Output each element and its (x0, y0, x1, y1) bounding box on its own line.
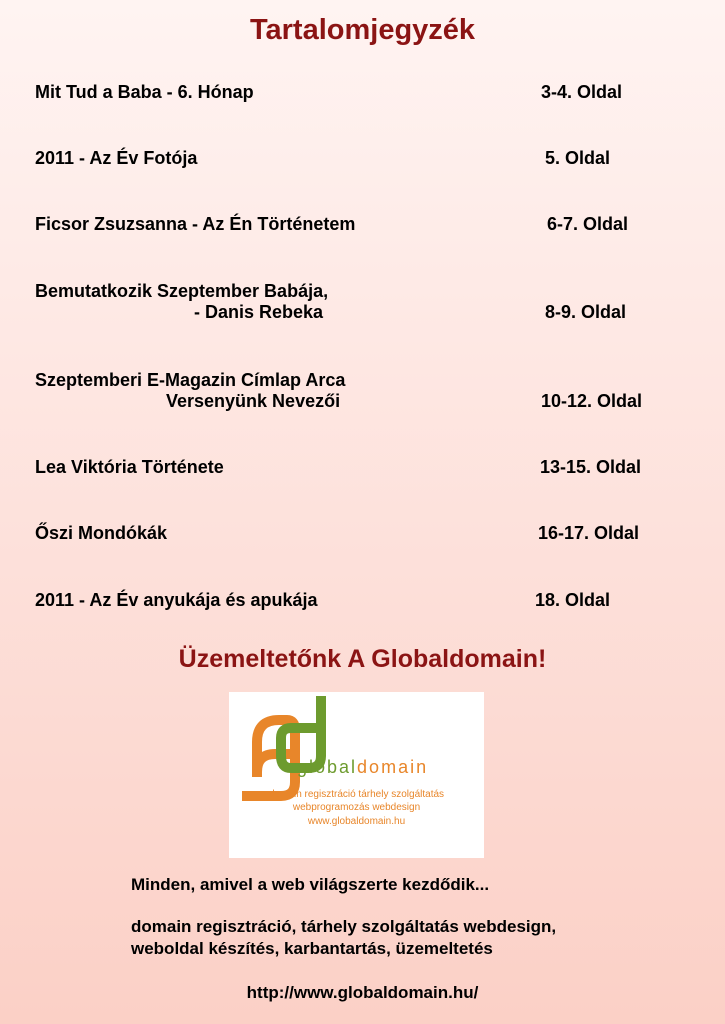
toc-item-title: 2011 - Az Év anyukája és apukája (35, 590, 318, 610)
toc-item-title: Lea Viktória Története (35, 457, 224, 477)
toc-item-page: 13-15. Oldal (540, 457, 642, 477)
toc-item-title: Bemutatkozik Szeptember Babája, (35, 281, 329, 301)
promo-tagline: Minden, amivel a web világszerte kezdődik... (131, 875, 490, 894)
toc-item-title: Szeptemberi E-Magazin Címlap Arca (35, 370, 346, 390)
toc-item-page: 16-17. Oldal (538, 523, 640, 543)
toc-item-page: 6-7. Oldal (547, 214, 629, 234)
toc-item-page: 5. Oldal (545, 148, 611, 168)
toc-item-page: 3-4. Oldal (541, 82, 623, 102)
promo-services-line: domain regisztráció, tárhely szolgáltatás webdesign, (131, 917, 557, 936)
toc-item-page: 18. Oldal (535, 590, 611, 610)
logo-services-line: domain regisztráció tárhely szolgáltatás (268, 789, 445, 800)
globaldomain-logo (229, 692, 484, 858)
logo-wordmark: globaldomain (297, 757, 429, 777)
toc-item-page: 10-12. Oldal (541, 391, 643, 411)
toc-item-page: 8-9. Oldal (545, 302, 627, 322)
toc-item-title: Őszi Mondókák (35, 523, 168, 543)
website-url[interactable]: http://www.globaldomain.hu/ (246, 983, 479, 1002)
toc-item-title: Mit Tud a Baba - 6. Hónap (35, 82, 254, 102)
logo-services-line: webprogramozás webdesign (292, 802, 421, 813)
promo-services-line: weboldal készítés, karbantartás, üzemeltetés (131, 939, 493, 958)
page-title: Tartalomjegyzék (249, 14, 476, 46)
toc-item-title: Ficsor Zsuzsanna - Az Én Történetem (35, 214, 356, 234)
toc-item-title: 2011 - Az Év Fotója (35, 148, 198, 168)
sponsor-heading: Üzemeltetőnk A Globaldomain! (178, 645, 547, 673)
toc-item-subtitle: Versenyünk Nevezői (166, 391, 341, 411)
logo-url: www.globaldomain.hu (307, 816, 406, 827)
toc-item-subtitle: - Danis Rebeka (194, 302, 324, 322)
